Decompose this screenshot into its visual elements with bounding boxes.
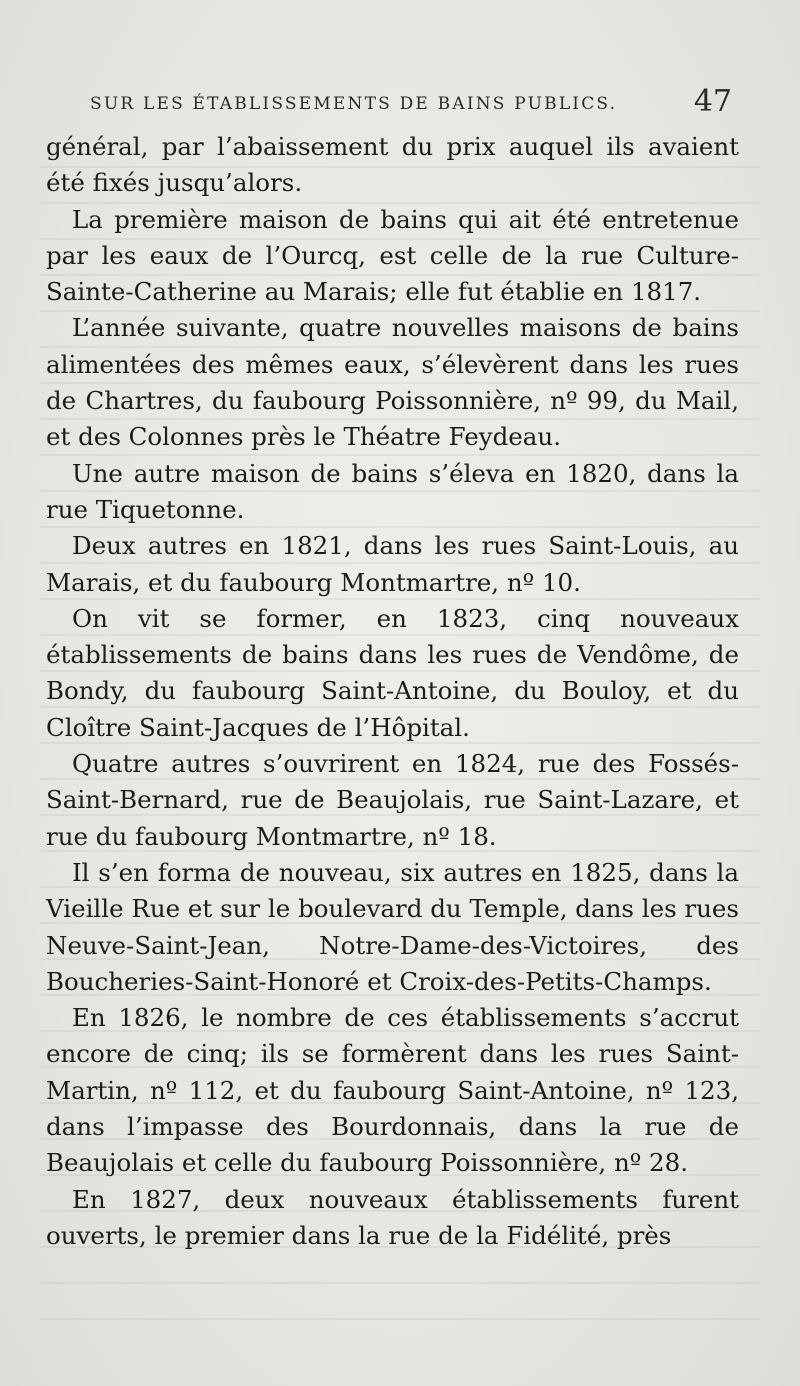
paragraph: Quatre autres s’ouvrirent en 1824, rue des Fossés-Saint-Bernard, rue de Beaujolais, rue Saint-Lazare, et rue du faubourg Montmartre, nº 18.: [46, 749, 739, 851]
paragraph: Il s’en forma de nouveau, six autres en 1825, dans la Vieille Rue et sur le boulevard du Temple, dans les rues Neuve-Saint-Jean, Notre-Dame-des-Victoires, des Boucheries-Saint-Honoré et Croix-des-Petits-Champs.: [46, 857, 739, 996]
paragraph: général, par l’abaissement du prix auquel ils avaient été fixés jusqu’alors.: [46, 132, 739, 198]
paragraph: L’année suivante, quatre nouvelles maisons de bains alimentées des mêmes eaux, s’élevèrent dans les rues de Chartres, du faubourg Poissonnière, nº 99, du Mail, et des Colonnes près le Théatre Feydeau.: [46, 313, 739, 452]
paragraph: La première maison de bains qui ait été entretenue par les eaux de l’Ourcq, est celle de la rue Culture-Sainte-Catherine au Marais; elle fut établie en 1817.: [46, 204, 739, 307]
paragraph: Deux autres en 1821, dans les rues Saint-Louis, au Marais, et du faubourg Montmartre, nº 10.: [46, 531, 739, 597]
page-header: [90, 84, 732, 128]
paragraph: En 1827, deux nouveaux établissements furent ouverts, le premier dans la rue de la Fidélité, près: [46, 1184, 739, 1250]
paragraph: En 1826, le nombre de ces établissements s’accrut encore de cinq; ils se formèrent dans les rues Saint-Martin, nº 112, et du faubourg Saint-Antoine, nº 123, dans l’impasse des Bourdonnais, dans la rue de Beaujolais et celle du faubourg Poissonnière, nº 28.: [46, 1003, 739, 1178]
paragraph: Une autre maison de bains s’éleva en 1820, dans la rue Tiquetonne.: [46, 458, 739, 524]
paragraph: On vit se former, en 1823, cinq nouveaux établissements de bains dans les rues de Vendôme, de Bondy, du faubourg Saint-Antoine, du Bouloy, et du Cloître Saint-Jacques de l’Hôpital.: [46, 603, 739, 742]
page-number: 47: [693, 84, 732, 119]
body-text: [46, 129, 739, 1254]
running-head: SUR LES ÉTABLISSEMENTS DE BAINS PUBLICS.: [90, 94, 618, 114]
